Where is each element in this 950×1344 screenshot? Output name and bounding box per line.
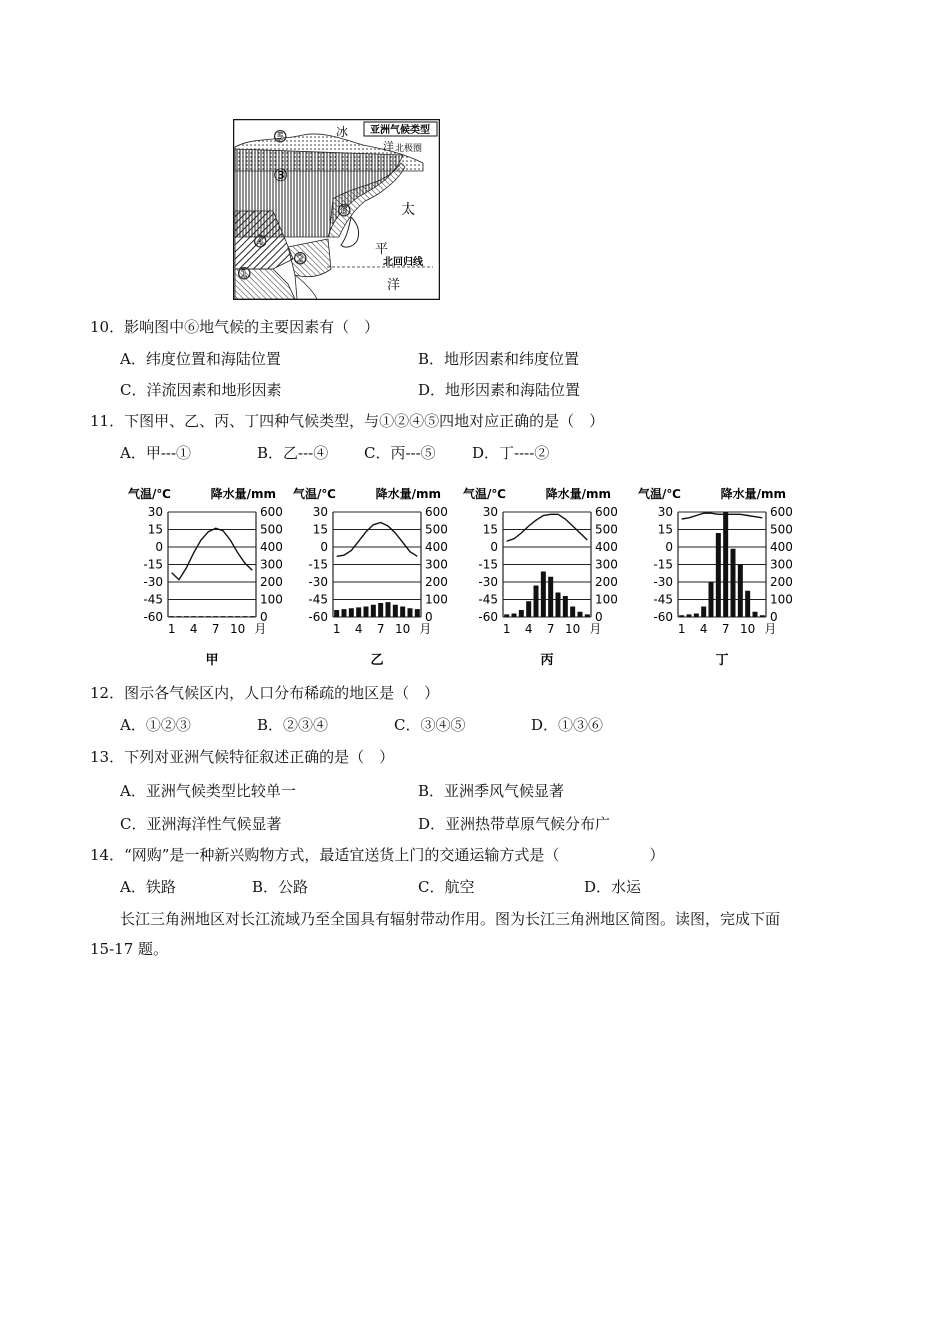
chart-3-x-tick: 7 bbox=[721, 622, 730, 636]
chart-1-precip-bar bbox=[378, 603, 383, 617]
chart-3-precip-bar bbox=[694, 614, 699, 618]
chart-2-y-right-tick: 600 bbox=[595, 505, 618, 519]
chart-0-x-tick: 4 bbox=[189, 622, 198, 636]
chart-1-name: 乙 bbox=[370, 653, 384, 668]
chart-1-y-right-tick: 600 bbox=[425, 505, 448, 519]
chart-3-y-right-tick: 200 bbox=[770, 575, 793, 589]
chart-2-x-tick: 月 bbox=[589, 622, 602, 636]
region-label-4: ④ bbox=[253, 232, 268, 251]
chart-3-y-left-tick: -30 bbox=[653, 575, 673, 589]
region-label-1: ① bbox=[237, 264, 252, 283]
region-label-6: ⑥ bbox=[337, 201, 352, 220]
chart-3-precip-bar bbox=[687, 614, 692, 617]
question-11-option-d: D．丁----② bbox=[472, 444, 550, 462]
chart-2-y-right-tick: 400 bbox=[595, 540, 618, 554]
chart-3-y-left-tick: -15 bbox=[653, 557, 673, 572]
chart-2-y-left-tick: 30 bbox=[482, 505, 498, 519]
chart-2-precip-bar bbox=[570, 607, 575, 618]
chart-1-y-right-tick: 300 bbox=[425, 557, 448, 572]
map-label-tropic: 北回归线 bbox=[383, 257, 423, 268]
chart-0-x-tick: 7 bbox=[211, 622, 220, 636]
chart-3-precip-bar bbox=[723, 512, 728, 617]
chart-1-y-right-label: 降水量/mm bbox=[375, 487, 441, 501]
chart-3-precip-bar bbox=[738, 565, 743, 618]
chart-3-precip-bar bbox=[709, 582, 714, 617]
chart-0-precip-bar bbox=[169, 616, 174, 617]
chart-2-x-tick: 10 bbox=[565, 622, 581, 636]
chart-3-y-right-tick: 600 bbox=[770, 505, 793, 519]
chart-0-y-right-tick: 300 bbox=[260, 557, 283, 572]
chart-3-precip-bar bbox=[760, 615, 765, 617]
chart-1-precip-bar bbox=[415, 609, 420, 617]
question-12-option-a: A．①②③ bbox=[120, 716, 191, 734]
question-13-option-b: B．亚洲季风气候显著 bbox=[418, 782, 565, 800]
climate-charts-svg bbox=[118, 484, 818, 670]
chart-0-x-tick: 10 bbox=[230, 622, 246, 636]
chart-1-y-left-tick: -60 bbox=[308, 610, 328, 624]
chart-3-y-right-tick: 100 bbox=[770, 592, 793, 607]
chart-0-precip-bar bbox=[199, 616, 204, 617]
chart-0-precip-bar bbox=[191, 616, 196, 617]
chart-1-y-right-tick: 500 bbox=[425, 522, 448, 537]
question-11-option-a: A．甲---① bbox=[120, 444, 192, 462]
chart-0-y-left-tick: -60 bbox=[143, 610, 163, 624]
chart-0-x-tick: 月 bbox=[254, 622, 267, 636]
question-10-option-b: B．地形因素和纬度位置 bbox=[418, 350, 580, 368]
map-label-ping: 平 bbox=[375, 242, 389, 257]
chart-1-precip-bar bbox=[408, 608, 413, 617]
chart-2-name: 丙 bbox=[540, 653, 554, 668]
chart-0-y-right-tick: 100 bbox=[260, 592, 283, 607]
chart-1-precip-bar bbox=[364, 607, 369, 618]
chart-2-y-left-tick: -30 bbox=[478, 575, 498, 589]
chart-3-y-left-tick: -60 bbox=[653, 610, 673, 624]
chart-0-precip-bar bbox=[184, 616, 189, 617]
chart-1-y-left-tick: 0 bbox=[320, 540, 328, 554]
chart-1-y-left-tick: 15 bbox=[312, 522, 328, 537]
question-11-option-b: B．乙---④ bbox=[257, 444, 329, 462]
chart-1-y-left-tick: -45 bbox=[308, 592, 328, 607]
chart-1-x-tick: 4 bbox=[354, 622, 363, 636]
chart-1-y-right-tick: 200 bbox=[425, 575, 448, 589]
chart-2-y-left-tick: -60 bbox=[478, 610, 498, 624]
chart-2-precip-bar bbox=[548, 577, 553, 617]
chart-0-y-right-tick: 500 bbox=[260, 522, 283, 537]
chart-0-y-left-tick: -15 bbox=[143, 557, 163, 572]
chart-1-y-right-tick: 100 bbox=[425, 592, 448, 607]
region-label-2: ② bbox=[293, 249, 308, 268]
chart-3-precip-bar bbox=[753, 612, 758, 617]
question-11-option-c: C．丙---⑤ bbox=[364, 444, 436, 462]
chart-1-precip-bar bbox=[334, 610, 339, 617]
question-10-option-d: D．地形因素和海陆位置 bbox=[418, 381, 581, 399]
chart-1-temp-line bbox=[337, 523, 418, 557]
chart-1-x-tick: 7 bbox=[376, 622, 385, 636]
passage-line-2: 15-17 题。 bbox=[90, 940, 169, 958]
chart-3-y-left-label: 气温/℃ bbox=[638, 487, 681, 501]
chart-1-precip-bar bbox=[342, 609, 347, 617]
chart-2-y-right-tick: 0 bbox=[595, 610, 603, 624]
chart-2-precip-bar bbox=[512, 614, 517, 618]
question-13-option-c: C．亚洲海洋性气候显著 bbox=[120, 815, 282, 833]
chart-3-y-right-tick: 400 bbox=[770, 540, 793, 554]
map-label-ice: 冰 bbox=[336, 125, 349, 139]
question-12-option-d: D．①③⑥ bbox=[531, 716, 604, 734]
chart-3-temp-line bbox=[682, 513, 763, 519]
chart-3-y-left-tick: -45 bbox=[653, 592, 673, 607]
chart-3-y-right-tick: 0 bbox=[770, 610, 778, 624]
question-13-option-d: D．亚洲热带草原气候分布广 bbox=[418, 815, 611, 833]
chart-1-precip-bar bbox=[356, 607, 361, 617]
chart-3-x-tick: 10 bbox=[740, 622, 756, 636]
chart-3-precip-bar bbox=[716, 533, 721, 617]
chart-1-precip-bar bbox=[371, 605, 376, 617]
question-10-stem: 10．影响图中⑥地气候的主要因素有（ ） bbox=[90, 318, 380, 336]
chart-3-y-left-tick: 0 bbox=[665, 540, 673, 554]
chart-2-y-left-tick: -15 bbox=[478, 557, 498, 572]
chart-1-x-tick: 1 bbox=[332, 622, 341, 636]
chart-0-precip-bar bbox=[243, 616, 248, 617]
chart-3-y-left-tick: 15 bbox=[657, 522, 673, 537]
map-label-ocean-top: 洋 bbox=[383, 140, 394, 153]
chart-3-precip-bar bbox=[679, 615, 684, 617]
chart-2-x-tick: 7 bbox=[546, 622, 555, 636]
asia-climate-map-svg bbox=[233, 119, 440, 300]
chart-2-y-left-tick: 0 bbox=[490, 540, 498, 554]
chart-2-x-tick: 1 bbox=[502, 622, 511, 636]
chart-0-y-left-label: 气温/℃ bbox=[128, 487, 171, 501]
chart-0-precip-bar bbox=[213, 616, 218, 617]
chart-2-y-right-tick: 200 bbox=[595, 575, 618, 589]
chart-1-precip-bar bbox=[386, 602, 391, 617]
chart-2-precip-bar bbox=[534, 586, 539, 618]
chart-3-x-tick: 4 bbox=[699, 622, 708, 636]
chart-0-y-right-tick: 400 bbox=[260, 540, 283, 554]
chart-3-x-tick: 月 bbox=[764, 622, 777, 636]
question-13-stem: 13．下列对亚洲气候特征叙述正确的是（ ） bbox=[90, 748, 395, 766]
chart-2-y-left-tick: 15 bbox=[482, 522, 498, 537]
passage-line-1: 长江三角洲地区对长江流域乃至全国具有辐射带动作用。图为长江三角洲地区简图。读图，完成下面 bbox=[120, 910, 781, 928]
chart-3-precip-bar bbox=[745, 591, 750, 617]
chart-0-name: 甲 bbox=[205, 653, 219, 668]
question-14-option-d: D．水运 bbox=[584, 878, 642, 896]
chart-2-precip-bar bbox=[541, 572, 546, 618]
chart-3-precip-bar bbox=[731, 549, 736, 617]
chart-0-y-left-tick: -30 bbox=[143, 575, 163, 589]
chart-2-precip-bar bbox=[585, 614, 590, 617]
chart-2-precip-bar bbox=[526, 601, 531, 617]
map-title: 亚洲气候类型 bbox=[370, 125, 430, 136]
chart-3-y-right-label: 降水量/mm bbox=[720, 487, 786, 501]
question-10-option-c: C．洋流因素和地形因素 bbox=[120, 381, 282, 399]
chart-1-precip-bar bbox=[349, 608, 354, 617]
chart-1-y-left-tick: -30 bbox=[308, 575, 328, 589]
question-11-stem: 11．下图甲、乙、丙、丁四种气候类型，与①②④⑤四地对应正确的是（ ） bbox=[90, 412, 605, 430]
chart-2-y-left-label: 气温/℃ bbox=[463, 487, 506, 501]
map-label-tai: 太 bbox=[401, 202, 415, 218]
chart-3-precip-bar bbox=[701, 607, 706, 618]
chart-2-precip-bar bbox=[519, 610, 524, 617]
chart-0-x-tick: 1 bbox=[167, 622, 176, 636]
chart-2-y-right-tick: 300 bbox=[595, 557, 618, 572]
question-14-stem: 14．“网购”是一种新兴购物方式，最适宜送货上门的交通运输方式是（ ） bbox=[90, 846, 665, 864]
chart-2-precip-bar bbox=[578, 612, 583, 617]
chart-3-name: 丁 bbox=[715, 653, 729, 668]
question-12-option-c: C．③④⑤ bbox=[394, 716, 466, 734]
chart-0-y-left-tick: 30 bbox=[147, 505, 163, 519]
chart-3-x-tick: 1 bbox=[677, 622, 686, 636]
region-label-5: ⑤ bbox=[273, 127, 288, 146]
region-label-3: ③ bbox=[273, 166, 289, 186]
map-label-arctic-circle: 北极圈 bbox=[395, 144, 423, 154]
chart-0-temp-line bbox=[172, 528, 253, 579]
chart-1-x-tick: 10 bbox=[395, 622, 411, 636]
chart-3-y-right-tick: 500 bbox=[770, 522, 793, 537]
chart-1-x-tick: 月 bbox=[419, 622, 432, 636]
chart-0-y-right-label: 降水量/mm bbox=[210, 487, 276, 501]
chart-2-y-left-tick: -45 bbox=[478, 592, 498, 607]
question-12-stem: 12．图示各气候区内，人口分布稀疏的地区是（ ） bbox=[90, 684, 440, 702]
chart-0-precip-bar bbox=[228, 616, 233, 617]
chart-0-precip-bar bbox=[206, 616, 211, 617]
chart-2-temp-line bbox=[507, 514, 588, 541]
chart-1-y-left-tick: 30 bbox=[312, 505, 328, 519]
chart-0-precip-bar bbox=[177, 616, 182, 617]
chart-2-precip-bar bbox=[563, 596, 568, 617]
chart-3-y-left-tick: 30 bbox=[657, 505, 673, 519]
chart-0-precip-bar bbox=[250, 616, 255, 617]
climate-charts bbox=[118, 484, 818, 670]
question-10-option-a: A．纬度位置和海陆位置 bbox=[120, 350, 281, 368]
question-12-option-b: B．②③④ bbox=[257, 716, 329, 734]
chart-1-y-right-tick: 0 bbox=[425, 610, 433, 624]
chart-0-y-right-tick: 200 bbox=[260, 575, 283, 589]
chart-3-y-right-tick: 300 bbox=[770, 557, 793, 572]
chart-0-y-right-tick: 0 bbox=[260, 610, 268, 624]
chart-1-y-left-label: 气温/℃ bbox=[293, 487, 336, 501]
map-label-yang: 洋 bbox=[387, 278, 401, 293]
chart-1-precip-bar bbox=[400, 607, 405, 618]
question-14-option-c: C．航空 bbox=[418, 878, 475, 896]
chart-1-y-right-tick: 400 bbox=[425, 540, 448, 554]
asia-climate-map bbox=[233, 119, 440, 300]
chart-1-precip-bar bbox=[393, 605, 398, 617]
question-13-option-a: A．亚洲气候类型比较单一 bbox=[120, 782, 296, 800]
chart-2-precip-bar bbox=[504, 614, 509, 617]
chart-2-y-right-tick: 500 bbox=[595, 522, 618, 537]
chart-0-y-left-tick: 15 bbox=[147, 522, 163, 537]
chart-0-y-right-tick: 600 bbox=[260, 505, 283, 519]
chart-0-precip-bar bbox=[235, 616, 240, 617]
chart-0-y-left-tick: 0 bbox=[155, 540, 163, 554]
chart-2-precip-bar bbox=[556, 593, 561, 618]
chart-0-y-left-tick: -45 bbox=[143, 592, 163, 607]
question-14-option-b: B．公路 bbox=[252, 878, 309, 896]
chart-1-y-left-tick: -15 bbox=[308, 557, 328, 572]
chart-2-x-tick: 4 bbox=[524, 622, 533, 636]
chart-2-y-right-tick: 100 bbox=[595, 592, 618, 607]
chart-2-y-right-label: 降水量/mm bbox=[545, 487, 611, 501]
question-14-option-a: A．铁路 bbox=[120, 878, 176, 896]
chart-0-precip-bar bbox=[221, 616, 226, 617]
